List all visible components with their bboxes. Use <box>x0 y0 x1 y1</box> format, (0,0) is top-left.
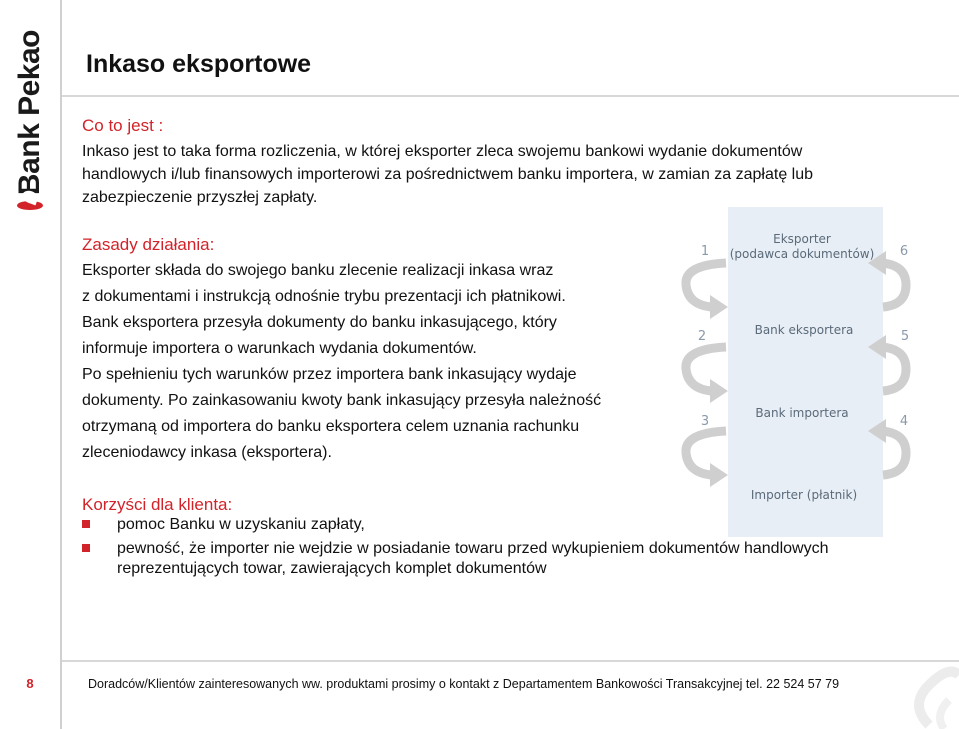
step-number: 3 <box>700 414 710 429</box>
rules-line: Po spełnieniu tych warunków przez importera bank inkasujący wydaje <box>82 366 577 383</box>
top-divider <box>62 95 959 97</box>
rules-line: Bank eksportera przesyła dokumenty do banku inkasującego, który <box>82 314 557 331</box>
flow-arrow-icon <box>686 431 726 475</box>
decorative-swirl-icon <box>889 655 959 729</box>
arrow-head-icon <box>710 379 728 403</box>
definition-line: handlowych i/lub finansowych importerowi za pośrednictwem banku importera, w zamian za zapłatę lub <box>82 166 814 183</box>
benefits-list <box>82 515 932 583</box>
rules-text <box>82 258 601 466</box>
rules-line: informuje importera o warunkach wydania dokumentów. <box>82 340 477 357</box>
arrow-head-icon <box>710 295 728 319</box>
sidebar <box>0 0 62 729</box>
box-exporter-line2: (podawca dokumentów) <box>729 247 875 261</box>
bank-logo-icon <box>17 201 43 210</box>
rules-line: otrzymaną od importera do banku eksportera celem uznania rachunku <box>82 418 580 435</box>
box-exporter-line1: Eksporter <box>773 232 831 246</box>
box-exporter-bank: Bank eksportera <box>754 323 854 337</box>
step-number: 2 <box>697 329 707 344</box>
box-importer: Importer (płatnik) <box>750 488 858 502</box>
bullet-square-icon <box>82 544 90 552</box>
flow-arrow-icon <box>686 347 726 391</box>
bank-logo <box>10 30 50 210</box>
list-item <box>82 539 932 579</box>
rules-line: zleceniodawcy inkasa (eksportera). <box>82 444 332 461</box>
list-item <box>82 515 932 535</box>
bottom-divider <box>62 660 959 662</box>
page-number: 8 <box>26 676 34 691</box>
definition-line: zabezpieczenie przyszłej zapłaty. <box>82 189 318 206</box>
definition-heading: Co to jest : <box>82 116 164 135</box>
step-number: 4 <box>899 414 909 429</box>
benefit-line: pomoc Banku w uzyskaniu zapłaty, <box>117 516 365 533</box>
definition-line: Inkaso jest to taka forma rozliczenia, w której eksporter zleca swojemu bankowi wydanie dokumentów <box>82 143 803 160</box>
box-importer-bank: Bank importera <box>755 406 849 420</box>
collection-flow-diagram <box>678 205 908 540</box>
bullet-square-icon <box>82 520 90 528</box>
arrow-head-icon <box>710 463 728 487</box>
step-number: 5 <box>900 329 910 344</box>
rules-line: dokumenty. Po zainkasowaniu kwoty bank inkasujący przesyła należność <box>82 392 602 409</box>
benefit-line: reprezentujących towar, zawierających komplet dokumentów <box>117 560 547 577</box>
rules-heading: Zasady działania: <box>82 235 215 254</box>
footer-contact: Doradców/Klientów zainteresowanych ww. produktami prosimy o kontakt z Departamentem Bankowości Transakcyjnej tel. 22 524 57 79 <box>88 677 840 691</box>
bank-logo-text: Bank Pekao <box>13 30 46 196</box>
benefits-heading: Korzyści dla klienta: <box>82 495 233 514</box>
rules-line: z dokumentami i instrukcją odnośnie trybu prezentacji ich płatnikowi. <box>82 288 566 305</box>
page-title: Inkaso eksportowe <box>86 50 312 78</box>
definition-text <box>82 140 813 209</box>
rules-line: Eksporter składa do swojego banku zlecenie realizacji inkasa wraz <box>82 262 554 279</box>
benefit-line: pewność, że importer nie wejdzie w posiadanie towaru przed wykupieniem dokumentów handlowych <box>117 540 829 557</box>
step-number: 6 <box>899 244 909 259</box>
flow-arrow-icon <box>686 263 726 307</box>
step-number: 1 <box>700 244 710 259</box>
